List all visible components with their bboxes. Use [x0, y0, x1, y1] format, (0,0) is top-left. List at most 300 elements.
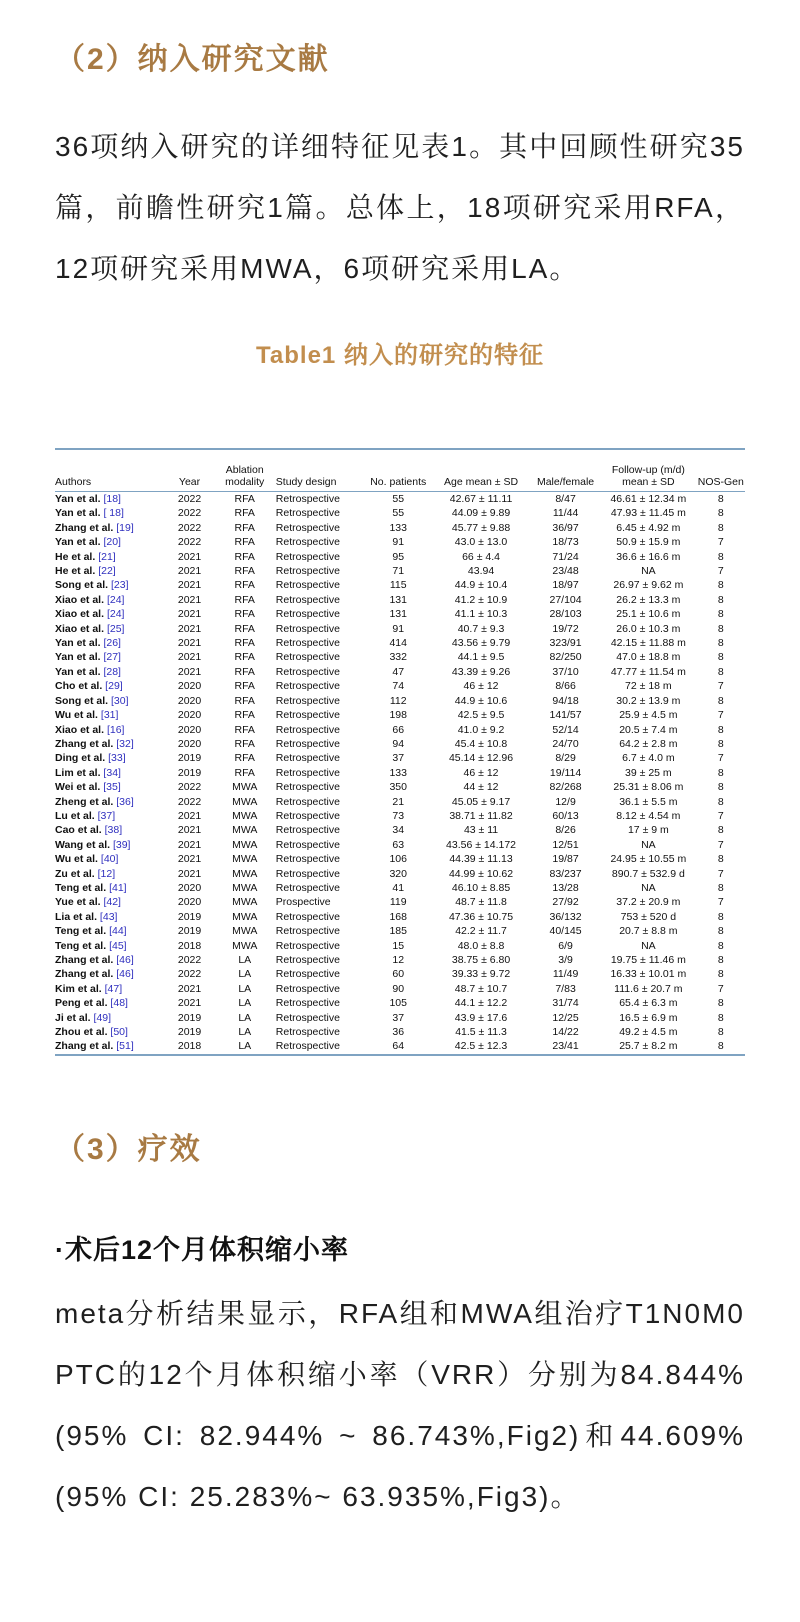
table-cell: 131: [389, 593, 407, 606]
table-cell: 60: [392, 968, 405, 981]
author-name: Ji et al.: [55, 1011, 91, 1024]
table-cell: 71/24: [552, 550, 579, 563]
table-cell: MWA: [232, 881, 258, 894]
table-cell: 8: [717, 824, 724, 837]
table-cell: Retrospective: [275, 809, 340, 822]
author-cell: [55, 521, 165, 535]
table-cell: Retrospective: [275, 867, 340, 880]
table-row: [55, 521, 745, 535]
table-cell: 55: [392, 493, 405, 505]
table-row: [55, 708, 745, 722]
table-cell: 39 ± 25 m: [625, 766, 672, 779]
table-cell: 106: [389, 853, 407, 866]
table-cell: Retrospective: [275, 579, 340, 592]
table-cell: 26.0 ± 10.3 m: [616, 622, 681, 635]
author-name: Zheng et al.: [55, 795, 114, 808]
citation-ref: [46]: [113, 968, 134, 981]
table-cell: 65.4 ± 6.3 m: [619, 997, 678, 1010]
table-cell: 44.1 ± 12.2: [454, 997, 508, 1010]
table-cell: 91: [392, 622, 405, 635]
author-name: Yue et al.: [55, 896, 101, 909]
table-cell: 41.2 ± 10.9: [454, 593, 508, 606]
citation-ref: [46]: [113, 954, 134, 966]
table-cell: LA: [238, 997, 252, 1010]
table-cell: 168: [389, 910, 407, 923]
table-cell: 43.39 ± 9.26: [451, 665, 511, 678]
table-cell: 36.1 ± 5.5 m: [619, 795, 678, 808]
column-header: Authors: [55, 449, 165, 492]
table-cell: 42.2 ± 11.7: [455, 925, 507, 938]
column-header: No. patients: [365, 449, 431, 492]
table-cell: Prospective: [275, 896, 331, 909]
table-row: [55, 694, 745, 708]
table-cell: 44.9 ± 10.6: [454, 694, 508, 707]
table-cell: LA: [238, 1011, 252, 1024]
table-cell: Retrospective: [275, 925, 340, 938]
citation-ref: [24]: [104, 593, 125, 606]
table-cell: 42.5 ± 12.3: [454, 1040, 508, 1053]
table-cell: 36/97: [552, 521, 579, 534]
citation-ref: [26]: [100, 637, 121, 650]
table-cell: 7: [717, 867, 724, 880]
table-cell: 24.95 ± 10.55 m: [610, 853, 687, 866]
table-cell: 28/103: [549, 608, 582, 621]
citation-ref: [23]: [108, 579, 129, 592]
table-cell: MWA: [232, 824, 258, 837]
citation-ref: [48]: [107, 997, 128, 1010]
table-row: [55, 895, 745, 909]
table-row: [55, 723, 745, 737]
table-cell: 6/9: [558, 939, 573, 952]
column-header: Year: [165, 449, 213, 492]
citation-ref: [18]: [100, 493, 121, 505]
author-name: Peng et al.: [55, 997, 108, 1010]
table-cell: 16.33 ± 10.01 m: [610, 968, 687, 981]
table-cell: 2020: [177, 694, 202, 707]
table-cell: Retrospective: [275, 1040, 340, 1053]
author-cell: [55, 679, 165, 693]
table-caption: Table1 纳入的研究的特征: [256, 342, 544, 369]
citation-ref: [27]: [100, 651, 121, 664]
column-header: Ablation modality: [214, 449, 276, 492]
table-cell: RFA: [234, 651, 255, 664]
table-cell: 41.1 ± 10.3: [454, 608, 508, 621]
table-cell: 43.56 ± 14.172: [446, 838, 517, 851]
table-row: [55, 506, 745, 520]
table-cell: Retrospective: [275, 968, 340, 981]
table-cell: 8: [717, 493, 724, 505]
table-cell: 43.94: [467, 565, 495, 578]
table-cell: 46 ± 12: [463, 680, 499, 693]
table-cell: 8.12 ± 4.54 m: [616, 809, 681, 822]
table-cell: 2021: [177, 838, 202, 851]
author-cell: [55, 939, 165, 953]
table-cell: 2022: [177, 507, 202, 520]
table-cell: 41.5 ± 11.3: [455, 1026, 507, 1039]
table-cell: 38.75 ± 6.80: [451, 954, 511, 966]
table-row: [55, 622, 745, 636]
table-cell: 48.7 ± 11.8: [455, 896, 507, 909]
table-cell: 36.6 ± 16.6 m: [616, 550, 681, 563]
citation-ref: [36]: [113, 795, 134, 808]
table-cell: 2021: [177, 593, 202, 606]
table-cell: 40/145: [549, 925, 582, 938]
author-name: Yan et al.: [55, 665, 101, 678]
author-cell: [55, 751, 165, 765]
table-cell: 41.0 ± 9.2: [457, 723, 505, 736]
table-cell: NA: [641, 565, 656, 578]
author-cell: [55, 578, 165, 592]
table-cell: 105: [389, 997, 407, 1010]
table-cell: Retrospective: [275, 954, 340, 966]
table-cell: Retrospective: [275, 766, 340, 779]
table-cell: 24/70: [552, 737, 579, 750]
table-cell: 8/66: [555, 680, 576, 693]
author-cell: [55, 1039, 165, 1054]
table-cell: Retrospective: [275, 838, 340, 851]
table-cell: Retrospective: [275, 1026, 340, 1039]
table-cell: MWA: [232, 910, 258, 923]
table-row: [55, 679, 745, 693]
table-cell: 45.14 ± 12.96: [448, 752, 514, 765]
table-cell: 12/51: [552, 838, 579, 851]
table-cell: 2021: [177, 982, 202, 995]
table-cell: 112: [389, 694, 407, 707]
author-name: Teng et al.: [55, 939, 107, 952]
table-cell: 2021: [177, 997, 202, 1010]
citation-ref: [32]: [113, 737, 134, 750]
author-cell: [55, 636, 165, 650]
author-cell: [55, 550, 165, 564]
table-cell: Retrospective: [275, 853, 340, 866]
citation-ref: [12]: [94, 867, 116, 880]
author-cell: [55, 1011, 165, 1025]
table-cell: 47.77 ± 11.54 m: [610, 665, 686, 678]
column-header: Age mean ± SD: [431, 449, 531, 492]
table-cell: LA: [238, 1026, 252, 1039]
table-cell: 43.56 ± 9.79: [451, 637, 511, 650]
table-row: [55, 795, 745, 809]
table-cell: 18/73: [552, 536, 579, 549]
table-cell: RFA: [234, 766, 255, 779]
author-name: Kim et al.: [55, 982, 102, 995]
table-cell: MWA: [232, 925, 258, 938]
table-row: [55, 737, 745, 751]
table-cell: 94: [392, 737, 405, 750]
author-cell: [55, 723, 165, 737]
table-cell: 198: [389, 709, 407, 722]
table-cell: 66 ± 4.4: [462, 550, 500, 563]
table-cell: 34: [392, 824, 405, 837]
table-cell: 7: [717, 838, 724, 851]
table-cell: 45.77 ± 9.88: [451, 521, 511, 534]
column-header: NOS-Gen: [697, 449, 745, 492]
table-cell: 11/49: [552, 968, 579, 981]
table-cell: 111.6 ± 20.7 m: [614, 982, 683, 995]
table-cell: 43 ± 11: [463, 824, 499, 837]
table-cell: 8: [717, 795, 724, 808]
table-row: [55, 650, 745, 664]
author-name: Zhang et al.: [55, 968, 114, 981]
table-cell: 43.9 ± 17.6: [454, 1011, 508, 1024]
table-cell: Retrospective: [275, 1011, 340, 1024]
table-cell: 2020: [177, 881, 202, 894]
table-cell: 25.9 ± 4.5 m: [619, 709, 678, 722]
table-cell: 8/47: [555, 493, 576, 505]
table-cell: 8: [717, 507, 724, 520]
author-name: Yan et al.: [55, 651, 101, 664]
table-cell: 8: [717, 608, 724, 621]
section-heading-included-studies: （2）纳入研究文献: [55, 43, 330, 76]
table-cell: Retrospective: [275, 680, 340, 693]
author-name: Xiao et al.: [55, 622, 105, 635]
table-cell: 36/132: [549, 910, 582, 923]
table-cell: 131: [389, 608, 407, 621]
table-cell: 2020: [177, 723, 202, 736]
table-cell: 48.0 ± 8.8: [457, 939, 505, 952]
author-name: Yan et al.: [55, 493, 101, 505]
table-cell: 41: [392, 881, 405, 894]
table-cell: 7: [717, 809, 724, 822]
table-cell: 37/10: [552, 665, 579, 678]
citation-ref: [43]: [97, 910, 118, 923]
author-name: Yan et al.: [55, 536, 101, 549]
table-cell: 21: [392, 795, 405, 808]
table-cell: RFA: [234, 608, 255, 621]
table-row: [55, 852, 745, 866]
table-cell: 55: [392, 507, 405, 520]
table-cell: Retrospective: [275, 637, 340, 650]
table-row: [55, 996, 745, 1010]
author-cell: [55, 535, 165, 549]
author-name: Wang et al.: [55, 838, 111, 851]
table-cell: 2021: [177, 867, 202, 880]
table-cell: 8: [717, 968, 724, 981]
table-cell: 27/104: [549, 593, 582, 606]
table-cell: 60/13: [552, 809, 579, 822]
table-cell: 2021: [177, 550, 202, 563]
author-cell: [55, 881, 165, 895]
citation-ref: [45]: [106, 939, 127, 952]
table-cell: 320: [389, 867, 407, 880]
results-paragraph: meta分析结果显示，RFA组和MWA组治疗T1N0M0 PTC的12个月体积缩小率（VRR）分别为84.844% (95% CI: 82.944% ~ 86.743%,Fig2)和44.609%(95% CI: 25.283%~ 63.935%,Fig3)。: [55, 1297, 776, 1512]
citation-ref: [51]: [113, 1040, 134, 1053]
column-header: Male/female: [531, 449, 600, 492]
citation-ref: [ 18]: [100, 507, 124, 520]
table-cell: 7: [717, 896, 724, 909]
table-cell: 44.1 ± 9.5: [457, 651, 505, 664]
table-cell: NA: [641, 881, 656, 894]
citation-ref: [35]: [100, 781, 121, 794]
table-row: [55, 967, 745, 981]
table-row: [55, 1011, 745, 1025]
author-name: Zhang et al.: [55, 954, 114, 966]
table-cell: 45.05 ± 9.17: [451, 795, 511, 808]
author-cell: [55, 650, 165, 664]
table-cell: 37: [392, 1011, 405, 1024]
table-cell: 42.5 ± 9.5: [457, 709, 505, 722]
table-cell: 8/29: [555, 752, 576, 765]
table-cell: 8: [717, 737, 724, 750]
table-cell: RFA: [234, 723, 255, 736]
table-row: [55, 939, 745, 953]
table-cell: 19/72: [552, 622, 579, 635]
table-cell: 6.7 ± 4.0 m: [622, 752, 675, 765]
column-header: Study design: [276, 449, 366, 492]
table-cell: MWA: [232, 867, 258, 880]
table-cell: 8: [717, 723, 724, 736]
table-cell: 350: [389, 781, 407, 794]
citation-ref: [44]: [106, 925, 127, 938]
table-cell: Retrospective: [275, 651, 340, 664]
table-cell: 133: [389, 766, 407, 779]
table-cell: RFA: [234, 622, 255, 635]
table-cell: 42.67 ± 11.11: [449, 493, 513, 505]
citation-ref: [30]: [108, 694, 129, 707]
table-cell: 72 ± 18 m: [625, 680, 672, 693]
table-cell: 2022: [177, 954, 202, 966]
table-cell: Retrospective: [275, 709, 340, 722]
table-cell: Retrospective: [275, 493, 340, 505]
table-cell: 141/57: [549, 709, 582, 722]
table-cell: 8: [717, 781, 724, 794]
table-cell: LA: [238, 954, 252, 966]
author-name: Zhang et al.: [55, 521, 114, 534]
table-cell: 47.0 ± 18.8 m: [616, 651, 681, 664]
table-cell: 23/41: [552, 1040, 579, 1053]
author-name: Yan et al.: [55, 507, 101, 520]
author-cell: [55, 564, 165, 578]
author-cell: [55, 895, 165, 909]
author-cell: [55, 665, 165, 679]
table-cell: Retrospective: [275, 608, 340, 621]
table-cell: RFA: [234, 521, 255, 534]
author-name: Xiao et al.: [55, 723, 105, 736]
table-cell: Retrospective: [275, 781, 340, 794]
table-cell: 8: [717, 665, 724, 678]
table-cell: 44 ± 12: [463, 781, 499, 794]
author-name: Lim et al.: [55, 766, 101, 779]
author-name: Zu et al.: [55, 867, 95, 880]
table-cell: 332: [389, 651, 407, 664]
table-cell: 11/44: [552, 507, 579, 520]
table-cell: 17 ± 9 m: [627, 824, 669, 837]
table-cell: MWA: [232, 939, 258, 952]
table-cell: MWA: [232, 781, 258, 794]
citation-ref: [19]: [113, 521, 134, 534]
table-cell: NA: [641, 838, 656, 851]
table-cell: 20.7 ± 8.8 m: [619, 925, 678, 938]
author-cell: [55, 867, 165, 881]
table-cell: 46.10 ± 8.85: [451, 881, 511, 894]
author-cell: [55, 838, 165, 852]
table-cell: 7/83: [555, 982, 576, 995]
table-cell: 7: [717, 680, 724, 693]
table-cell: Retrospective: [275, 593, 340, 606]
table-cell: MWA: [232, 809, 258, 822]
table-cell: MWA: [232, 795, 258, 808]
table-row: [55, 953, 745, 967]
table-cell: 66: [392, 723, 405, 736]
author-cell: [55, 795, 165, 809]
table-cell: 82/268: [549, 781, 582, 794]
table-cell: 46.61 ± 12.34 m: [610, 493, 687, 505]
intro-paragraph: 36项纳入研究的详细特征见表1。其中回顾性研究35篇，前瞻性研究1篇。总体上，18项研究采用RFA，12项研究采用MWA，6项研究采用LA。: [55, 131, 745, 284]
author-cell: [55, 766, 165, 780]
table-cell: 19/87: [552, 853, 579, 866]
table-cell: RFA: [234, 680, 255, 693]
table-cell: Retrospective: [275, 997, 340, 1010]
table-cell: 31/74: [552, 997, 579, 1010]
table-cell: 133: [389, 521, 407, 534]
table-cell: 15: [392, 939, 405, 952]
table-cell: Retrospective: [275, 665, 340, 678]
table-cell: 73: [392, 809, 405, 822]
table-row: [55, 550, 745, 564]
table-cell: 47.93 ± 11.45 m: [610, 507, 686, 520]
table-row: [55, 535, 745, 549]
table-cell: 2022: [177, 493, 202, 505]
table-cell: 50.9 ± 15.9 m: [616, 536, 681, 549]
table-row: [55, 1025, 745, 1039]
author-cell: [55, 607, 165, 621]
author-name: Lia et al.: [55, 910, 98, 923]
table-cell: 39.33 ± 9.72: [451, 968, 511, 981]
table-cell: 8: [717, 521, 724, 534]
table-cell: LA: [238, 982, 252, 995]
table-cell: 37.2 ± 20.9 m: [616, 896, 681, 909]
table-row: [55, 838, 745, 852]
citation-ref: [37]: [94, 809, 116, 822]
table-cell: 20.5 ± 7.4 m: [619, 723, 678, 736]
table-cell: 27/92: [552, 896, 579, 909]
table-row: [55, 982, 745, 996]
table-row: [55, 751, 745, 765]
table-cell: 46 ± 12: [463, 766, 499, 779]
table-cell: 12: [392, 954, 405, 966]
table-cell: 2020: [177, 709, 202, 722]
table-cell: 890.7 ± 532.9 d: [611, 867, 685, 880]
table-cell: 185: [389, 925, 407, 938]
table-row: [55, 823, 745, 837]
table-cell: RFA: [234, 579, 255, 592]
table-cell: Retrospective: [275, 737, 340, 750]
citation-ref: [33]: [105, 752, 126, 765]
citation-ref: [42]: [100, 896, 121, 909]
citation-ref: [49]: [90, 1011, 112, 1024]
table-cell: Retrospective: [275, 939, 340, 952]
table-cell: 753 ± 520 d: [620, 910, 677, 923]
author-cell: [55, 809, 165, 823]
table-cell: 94/18: [552, 694, 579, 707]
table-cell: 414: [389, 637, 407, 650]
table-cell: 45.4 ± 10.8: [454, 737, 508, 750]
table-cell: 8: [717, 550, 724, 563]
table-cell: 7: [717, 565, 724, 578]
author-cell: [55, 910, 165, 924]
citation-ref: [38]: [101, 824, 123, 837]
table-cell: MWA: [232, 853, 258, 866]
table-cell: Retrospective: [275, 622, 340, 635]
author-name: Wu et al.: [55, 853, 98, 866]
table-row: [55, 564, 745, 578]
table-cell: 18/97: [552, 579, 579, 592]
table-cell: 2021: [177, 622, 202, 635]
table-cell: 30.2 ± 13.9 m: [616, 694, 681, 707]
table-cell: 74: [392, 680, 405, 693]
table-cell: 8: [717, 925, 724, 938]
study-characteristics-table: [55, 448, 745, 1056]
